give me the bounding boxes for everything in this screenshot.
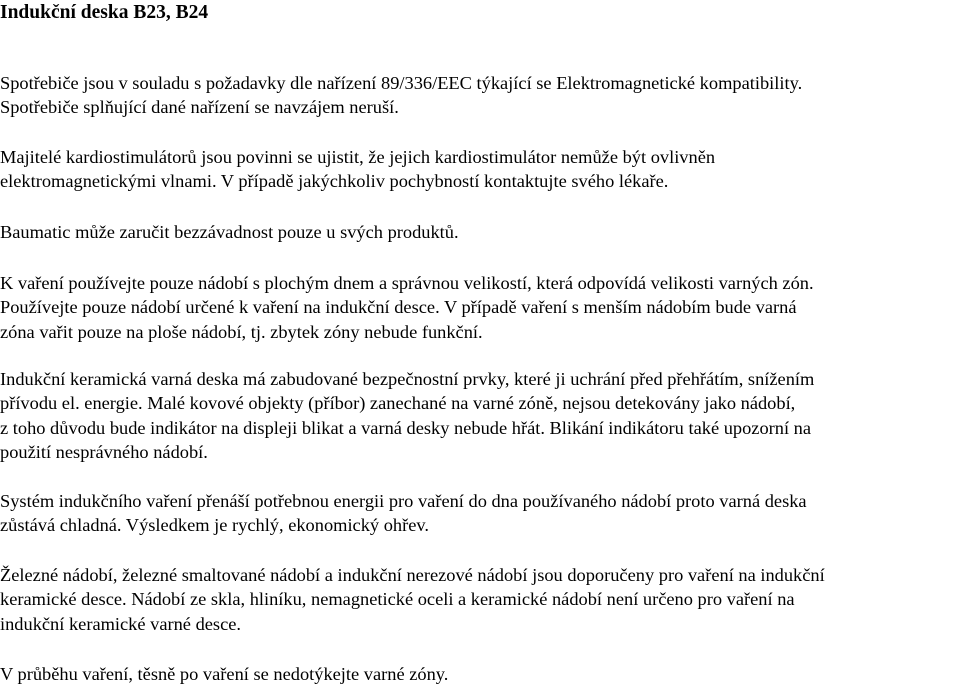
paragraph-emc-compliance	[0, 71, 802, 120]
text-line: Baumatic může zaručit bezzávadnost pouze u svých produktů.	[0, 222, 459, 242]
text-line: z toho důvodu bude indikátor na displeji blikat a varná desky nebude hřát. Blikání indikátoru také upozorní na	[0, 417, 812, 438]
text-line: Železné nádobí, železné smaltované nádobí a indukční nerezové nádobí jsou doporučeny pro vaření na indukční	[0, 565, 825, 585]
text-line: Spotřebiče splňující dané nařízení se navzájem neruší.	[0, 97, 399, 118]
text-line: V průběhu vaření, těsně po vaření se nedotýkejte varné zóny.	[0, 664, 449, 684]
text-line: indukční keramické varné desce.	[0, 613, 242, 634]
paragraph-cookware-size	[0, 271, 814, 344]
text-line: Systém indukčního vaření přenáší potřebnou energii pro vaření do dna používaného nádobí proto varná deska	[0, 491, 807, 511]
text-line: použití nesprávného nádobí.	[0, 441, 208, 462]
paragraph-induction-principle	[0, 489, 807, 538]
paragraph-safety-features	[0, 367, 814, 464]
text-line: Spotřebiče jsou v souladu s požadavky dle nařízení 89/336/EEC týkající se Elektromagnetické kompatibility.	[0, 73, 803, 93]
text-line: zóna vařit pouze na ploše nádobí, tj. zbytek zóny nebude funkční.	[0, 321, 483, 342]
paragraph-warranty	[0, 220, 459, 244]
text-line: keramické desce. Nádobí ze skla, hliníku, nemagnetické oceli a keramické nádobí není určeno pro vaření na	[0, 589, 795, 610]
document-title: Indukční deska B23, B24	[0, 2, 209, 23]
paragraph-pacemaker-warning	[0, 145, 715, 194]
text-line: zůstává chladná. Výsledkem je rychlý, ekonomický ohřev.	[0, 515, 429, 536]
paragraph-burn-warning	[0, 662, 448, 686]
text-line: Indukční keramická varná deska má zabudované bezpečnostní prvky, které ji uchrání před přehřátím, snížením	[0, 369, 815, 389]
text-line: Používejte pouze nádobí určené k vaření na indukční desce. V případě vaření s menším nádobím bude varná	[0, 297, 797, 318]
paragraph-suitable-cookware	[0, 563, 825, 636]
text-line: K vaření používejte pouze nádobí s plochým dnem a správnou velikostí, která odpovídá velikosti varných zón.	[0, 273, 814, 293]
text-line: přívodu el. energie. Malé kovové objekty (příbor) zanechané na varné zóně, nejsou detekovány jako nádobí,	[0, 393, 796, 414]
text-line: Majitelé kardiostimulátorů jsou povinni se ujistit, že jejich kardiostimulátor nemůže být ovlivněn	[0, 147, 716, 167]
text-line: elektromagnetickými vlnami. V případě jakýchkoliv pochybností kontaktujte svého lékaře.	[0, 171, 669, 192]
